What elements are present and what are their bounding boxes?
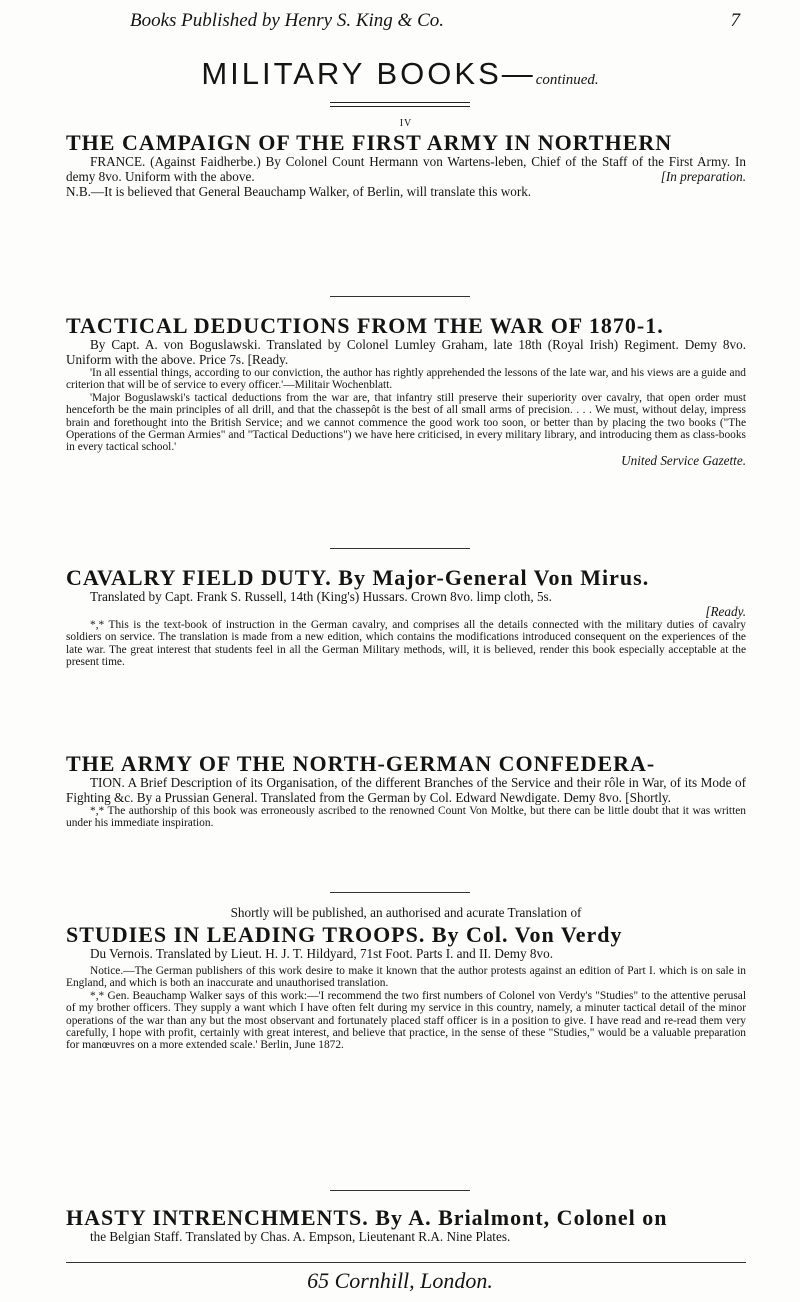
review-quote: 'Major Boguslawski's tactical deductions from the war are, that infantry still preserve their superiority over cavalry, that open order must henceforth be the main principles of all drill, and that the chassepôt is the best of all small arms of precision. . . . We must, without delay, impress brain and forethought into the British Service; and we cannot commence the good work too soon, or better than by placing the two books ("The Operations of the German Armies" and "Tactical Deductions") we have here criticised, in every military library, and introducing them as class-books in every tactical school.' (66, 391, 746, 454)
entry-hasty (66, 1206, 746, 1245)
entry-title: TACTICAL DEDUCTIONS FROM THE WAR OF 1870-1. (66, 313, 664, 338)
title-divider (330, 102, 470, 107)
entry-description: the Belgian Staff. Translated by Chas. A. Empson, Lieutenant R.A. Nine Plates. (90, 1229, 511, 1244)
entry-studies (66, 906, 746, 1052)
entry-description: FRANCE. (Against Faidherbe.) By Colonel Count Hermann von Wartens-leben, Chief of the Staff of the First Army. In demy 8vo. Uniform with the above. (66, 154, 746, 184)
entry-note: *,* The authorship of this book was erroneously ascribed to the renowned Count Von Moltke, but there can be little doubt that it was written under his immediate inspiration. (66, 805, 746, 830)
entry-note: N.B.—It is believed that General Beauchamp Walker, of Berlin, will translate this work. (66, 183, 532, 199)
separator (330, 892, 470, 893)
review-source: United Service Gazette. (621, 452, 746, 468)
entry-title: HASTY INTRENCHMENTS. By A. Brialmont, Colonel on (66, 1205, 668, 1230)
footer-rule (66, 1262, 746, 1263)
entry-description: TION. A Brief Description of its Organisation, of the different Branches of the Service and their rôle in War, of its Mode of Fighting &c. By a Prussian General. Translated from the German by Col. Edward Newdigate. Demy 8vo. [Shortly. (66, 775, 746, 805)
entry-status: [Ready. (705, 603, 746, 619)
entry-title: STUDIES IN LEADING TROOPS. By Col. Von Verdy (66, 921, 623, 947)
page-number: 7 (730, 10, 740, 31)
separator (330, 548, 470, 549)
entry-intro: Shortly will be published, an authorised and acurate Translation of (230, 905, 582, 920)
entry-note: *,* Gen. Beauchamp Walker says of this work:—'I recommend the two first numbers of Colonel von Verdy's "Studies" to the attentive perusal of my brother officers. They supply a want which I have often felt during my service in this country, namely, a minuter tactical detail of the minor operations of the war than any but the most observant and fortunately placed staff officer is in a position to give. I have read and re-read them very carefully, I hope with profit, certainly with great interest, and believe that practice, in the sense of these "Studies," would be a valuable preparation for manœuvres on a more extended scale.' Berlin, June 1872. (66, 989, 746, 1052)
entry-army (66, 752, 746, 830)
footer-address: 65 Cornhill, London. (307, 1268, 493, 1293)
entry-notice: Notice.—The German publishers of this work desire to make it known that the author protests against an edition of Part I. which is on sale in England, and which is both an inaccurate and unauthorised translation. (66, 965, 746, 990)
page-title-continued: continued. (535, 72, 599, 88)
review-quote: 'In all essential things, according to our conviction, the author has rightly apprehended the lessons of the late war, and his views are a guide and criterion that will be of service to every officer.'—Militair Wochenblatt. (66, 367, 746, 392)
entry-title: CAVALRY FIELD DUTY. By Major-General Von Mirus. (66, 565, 650, 590)
entry-tactical (66, 314, 746, 468)
entry-description: Translated by Capt. Frank S. Russell, 14th (King's) Hussars. Crown 8vo. limp cloth, 5s. (90, 589, 552, 604)
entry-title: THE CAMPAIGN OF THE FIRST ARMY IN NORTHERN (66, 130, 673, 155)
separator (330, 296, 470, 297)
entry-cavalry (66, 566, 746, 669)
entry-status: [In preparation. (660, 169, 746, 184)
entry-title: THE ARMY OF THE NORTH-GERMAN CONFEDERA- (66, 751, 656, 776)
entry-description: By Capt. A. von Boguslawski. Translated by Colonel Lumley Graham, late 18th (Royal Irish) Regiment. Demy 8vo. Uniform with the above. Price 7s. [Ready. (66, 337, 746, 367)
entry-note: *,* This is the text-book of instruction in the German cavalry, and comprises all the details connected with the military duties of cavalry soldiers on service. The translation is made from a new edition, which contains the modifications introduced consequent on the experiences of the late war. The great interest that students feel in all the German Military methods, will, it is believed, render this book especially acceptable at the present time. (66, 619, 746, 669)
entry-description: Du Vernois. Translated by Lieut. H. J. T. Hildyard, 71st Foot. Parts I. and II. Demy 8vo. (90, 945, 553, 961)
entry-campaign (66, 118, 746, 199)
running-head (130, 10, 740, 32)
page-title (0, 56, 800, 92)
page-title-main: MILITARY BOOKS— (201, 56, 536, 91)
entry-number: IV (399, 118, 413, 129)
separator (330, 1190, 470, 1191)
running-head-text: Books Published by Henry S. King & Co. (130, 10, 444, 31)
